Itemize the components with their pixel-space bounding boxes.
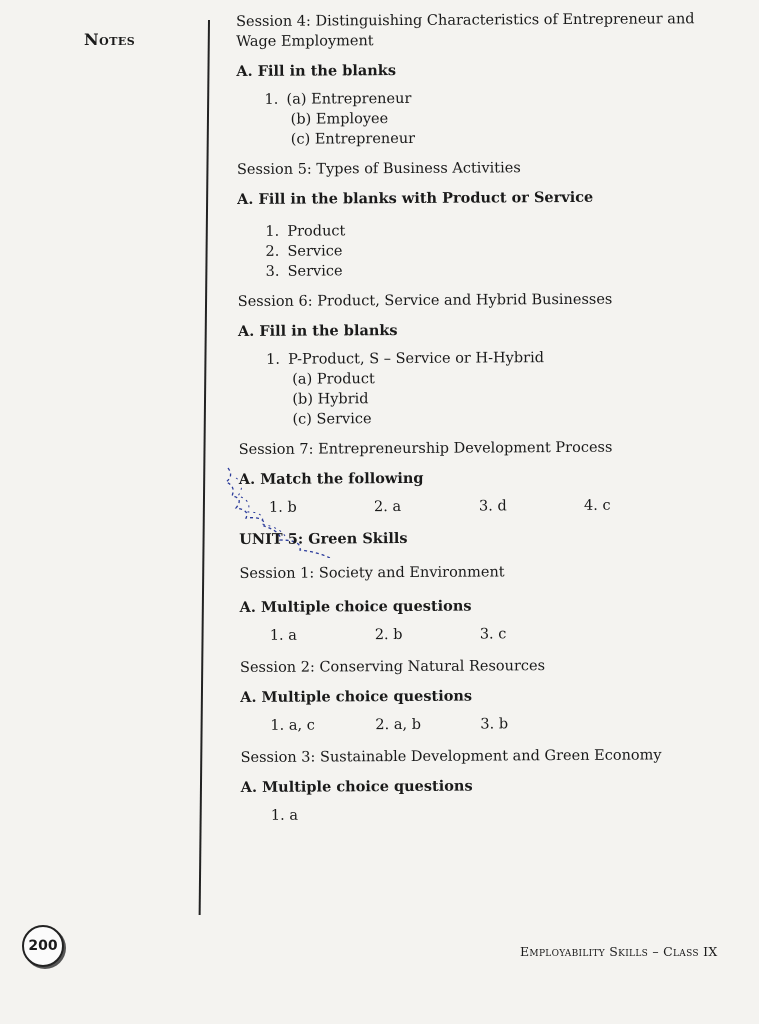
answer: 2. a <box>373 499 402 516</box>
footer-title: Employability Skills – Class IX <box>520 944 718 959</box>
section-heading: A. Fill in the blanks with Product or Service <box>237 188 594 208</box>
list-item: Service <box>287 243 343 260</box>
list-item: P-Product, S – Service or H-Hybrid <box>288 350 545 368</box>
item-number: 1. <box>266 351 281 368</box>
margin-divider <box>199 20 210 915</box>
answer: 2. a, b <box>375 716 422 734</box>
answer: 3. b <box>480 716 509 733</box>
session-5 <box>237 157 738 282</box>
unit-session-3 <box>240 745 740 826</box>
list-item: (c) Service <box>292 411 372 428</box>
answer-row <box>271 803 741 826</box>
session-title: Session 1: Society and Environment <box>239 564 505 582</box>
answer-list <box>265 219 737 282</box>
session-7 <box>239 437 739 518</box>
session-title: Session 3: Sustainable Development and Green Economy <box>240 747 662 766</box>
section-heading: A. Match the following <box>238 469 424 488</box>
session-title: Session 7: Entrepreneurship Development Process <box>238 439 613 458</box>
answer: 2. b <box>374 626 403 644</box>
answer-key <box>236 9 741 832</box>
section-heading: A. Fill in the blanks <box>237 322 398 340</box>
item-number: 1. <box>264 91 279 108</box>
session-4 <box>236 9 737 150</box>
session-title: Session 6: Product, Service and Hybrid Businesses <box>237 291 613 310</box>
section-heading: A. Multiple choice questions <box>240 687 473 706</box>
page-number: 200 <box>22 925 64 967</box>
answer: 3. c <box>479 626 507 643</box>
list-item: (b) Employee <box>290 111 389 128</box>
list-item: (a) Entrepreneur <box>286 90 412 108</box>
answer-row <box>270 713 740 736</box>
answer: 1. a, c <box>270 717 315 734</box>
list-item: Product <box>287 223 346 240</box>
unit-session-1 <box>239 561 739 646</box>
session-title: Session 4: Distinguishing Characteristics of Entrepreneur and Wage Employment <box>236 11 695 50</box>
unit-session-2 <box>240 655 740 736</box>
answer: 4. c <box>583 497 611 514</box>
section-heading: A. Multiple choice questions <box>239 597 472 616</box>
section-heading: A. Fill in the blanks <box>236 62 397 80</box>
item-number: 2. <box>265 243 280 260</box>
answer: 1. b <box>268 499 297 516</box>
answer-row <box>270 623 740 646</box>
section-heading: A. Multiple choice questions <box>240 777 473 796</box>
list-item: (a) Product <box>292 371 375 388</box>
session-6 <box>238 289 739 430</box>
answer-row <box>269 495 739 518</box>
list-item: Service <box>287 263 343 280</box>
unit-title: UNIT 5: Green Skills <box>239 529 408 548</box>
session-title: Session 5: Types of Business Activities <box>236 160 521 178</box>
answer: 1. a <box>270 807 299 824</box>
answer: 3. d <box>478 498 507 515</box>
notes-label: Notes <box>84 30 136 49</box>
session-title: Session 2: Conserving Natural Resources <box>239 658 546 676</box>
item-number: 3. <box>265 263 280 280</box>
item-number: 1. <box>265 223 280 240</box>
answer: 1. a <box>269 627 297 644</box>
list-item: (c) Entrepreneur <box>290 130 416 148</box>
list-item: (b) Hybrid <box>292 391 369 408</box>
